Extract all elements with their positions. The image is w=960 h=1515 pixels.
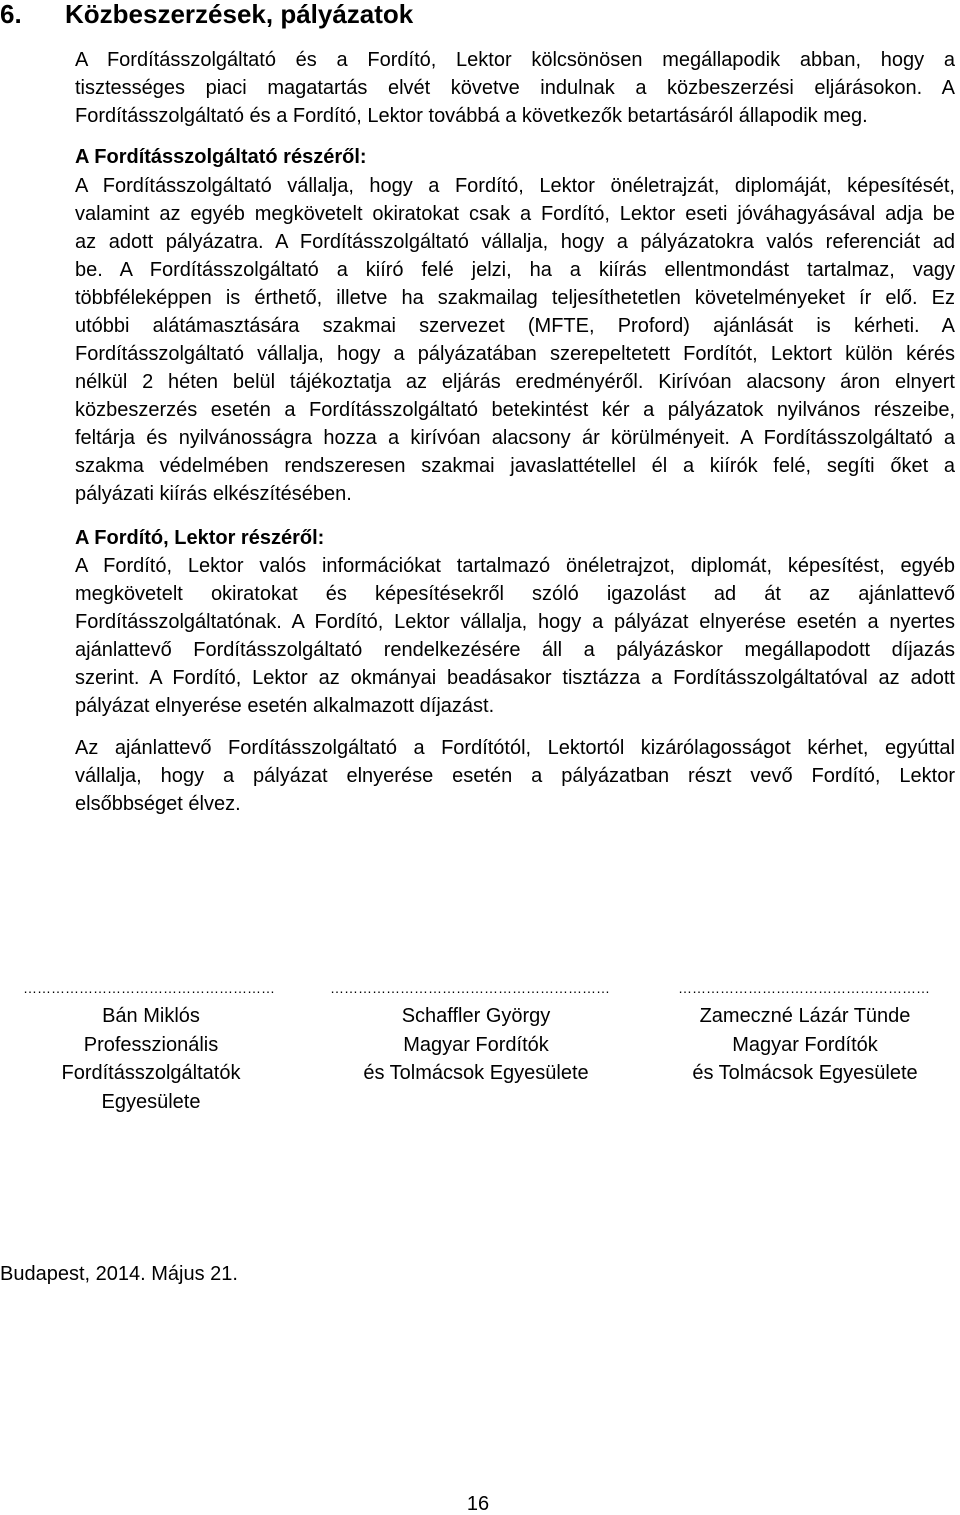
signature-dotted-line: …………………………………………………… [330,980,610,996]
text-line: vállalja, hogy a pályázat elnyerése esetén a pályázatban részt vevő Fordító, Lektor [75,765,955,787]
signatory-name: Schaffler György [401,1005,551,1027]
signatory-organization-line: és Tolmácsok Egyesülete [692,1062,918,1084]
translator-paragraph [75,552,955,720]
text-line: feltárja és nyilvánosságra hozza a kirívóan alacsony ár körülményeit. A Fordításszolgáltató a [75,427,955,449]
text-line: tisztességes piaci magatartás elvét követve indulnak a közbeszerzési eljárásokon. A [75,77,955,99]
text-line: Fordításszolgáltató és a Fordító, Lektor továbbá a következők betartásáról állapodik meg. [75,105,868,127]
signatory-organization-line: Fordításszolgáltatók [61,1062,241,1084]
text-line: be. A Fordításszolgáltató a kiíró felé jelzi, ha a kiírás ellentmondást tartalmaz, vagy [75,259,955,281]
signatory-organization-line: Magyar Fordítók [403,1033,549,1056]
section-heading [0,0,960,28]
text-line: elsőbbséget élvez. [75,793,241,815]
text-line: pályázati kiírás elkészítésében. [75,483,352,505]
text-line: megkövetelt okiratokat és képesítésekről szóló igazolást ad át az ajánlattevő [75,583,955,605]
text-line: valamint az egyéb megkövetelt okiratokat csak a Fordító, Lektor eseti jóváhagyásával adja be [75,203,955,225]
signature-dotted-line: ……………………………………………… [678,980,930,996]
signatory-organization-line: és Tolmácsok Egyesülete [363,1062,589,1084]
text-line: szerint. A Fordító, Lektor az okmányai beadásakor tisztázza a Fordításszolgáltatóval az adott [75,667,955,689]
section-title: Közbeszerzések, pályázatok [65,0,414,29]
text-line: Fordításszolgáltató vállalja, hogy a pályázatában szerepeltetett Fordítót, Lektort külön kérés [75,343,955,365]
signature-block [326,974,626,1088]
text-line: többféleképpen is érthető, illetve ha szakmailag teljesíthetetlen követelményeket ír elő. Ez [75,287,955,309]
text-line: A Fordító, Lektor valós információkat tartalmazó önéletrajzot, diplomát, képesítést, egyéb [75,555,955,577]
text-line: A Fordításszolgáltató és a Fordító, Lektor kölcsönösen megállapodik abban, hogy a [75,49,955,71]
signature-block [655,974,955,1088]
intro-paragraph [75,46,955,130]
text-line: Az ajánlattevő Fordításszolgáltató a Fordítótól, Lektortól kizárólagosságot kérhet, egyúttal [75,737,955,759]
signature-dotted-line: ……………………………………………… [23,980,275,996]
text-line: közbeszerzés esetén a Fordításszolgáltató betekintést kér a pályázatok nyilvános részeibe, [75,399,955,421]
section-number: 6. [0,0,22,29]
place-and-date: Budapest, 2014. Május 21. [0,1263,238,1285]
signatory-name: Zameczné Lázár Tünde [699,1005,911,1027]
signatory-name: Bán Miklós [102,1005,200,1027]
text-line: az adott pályázatra. A Fordításszolgáltató vállalja, hogy a pályázatokra valós referenciát ad [75,231,955,253]
text-line: nélkül 2 héten belül tájékoztatja az eljárás eredményéről. Kirívóan alacsony áron elnyert [75,371,955,393]
text-line: Fordításszolgáltatónak. A Fordító, Lektor vállalja, hogy a pályázat elnyerése esetén a nyertes [75,611,955,633]
page-number: 16 [466,1493,490,1515]
closing-paragraph [75,734,955,818]
provider-paragraph [75,172,955,508]
signature-block [1,974,301,1116]
signatory-organization-line: Professzionális [83,1033,219,1056]
translator-subheading: A Fordító, Lektor részéről: [75,527,325,549]
provider-subheading: A Fordításszolgáltató részéről: [75,146,367,168]
signatory-organization-line: Magyar Fordítók [732,1033,878,1056]
text-line: utóbbi alátámasztására szakmai szervezet (MFTE, Proford) ajánlását is kérheti. A [75,315,955,337]
text-line: A Fordításszolgáltató vállalja, hogy a Fordító, Lektor önéletrajzát, diplomáját, képesítését, [75,175,955,197]
text-line: pályázat elnyerése esetén alkalmazott díjazást. [75,695,495,717]
signatory-organization-line: Egyesülete [101,1090,201,1113]
text-line: ajánlattevő Fordításszolgáltató rendelkezésére áll a pályázáskor megállapodott díjazás [75,639,955,661]
text-line: szakma védelmében rendszeresen szakmai javaslattétellel él a kiírók felé, segíti őket a [75,455,955,477]
